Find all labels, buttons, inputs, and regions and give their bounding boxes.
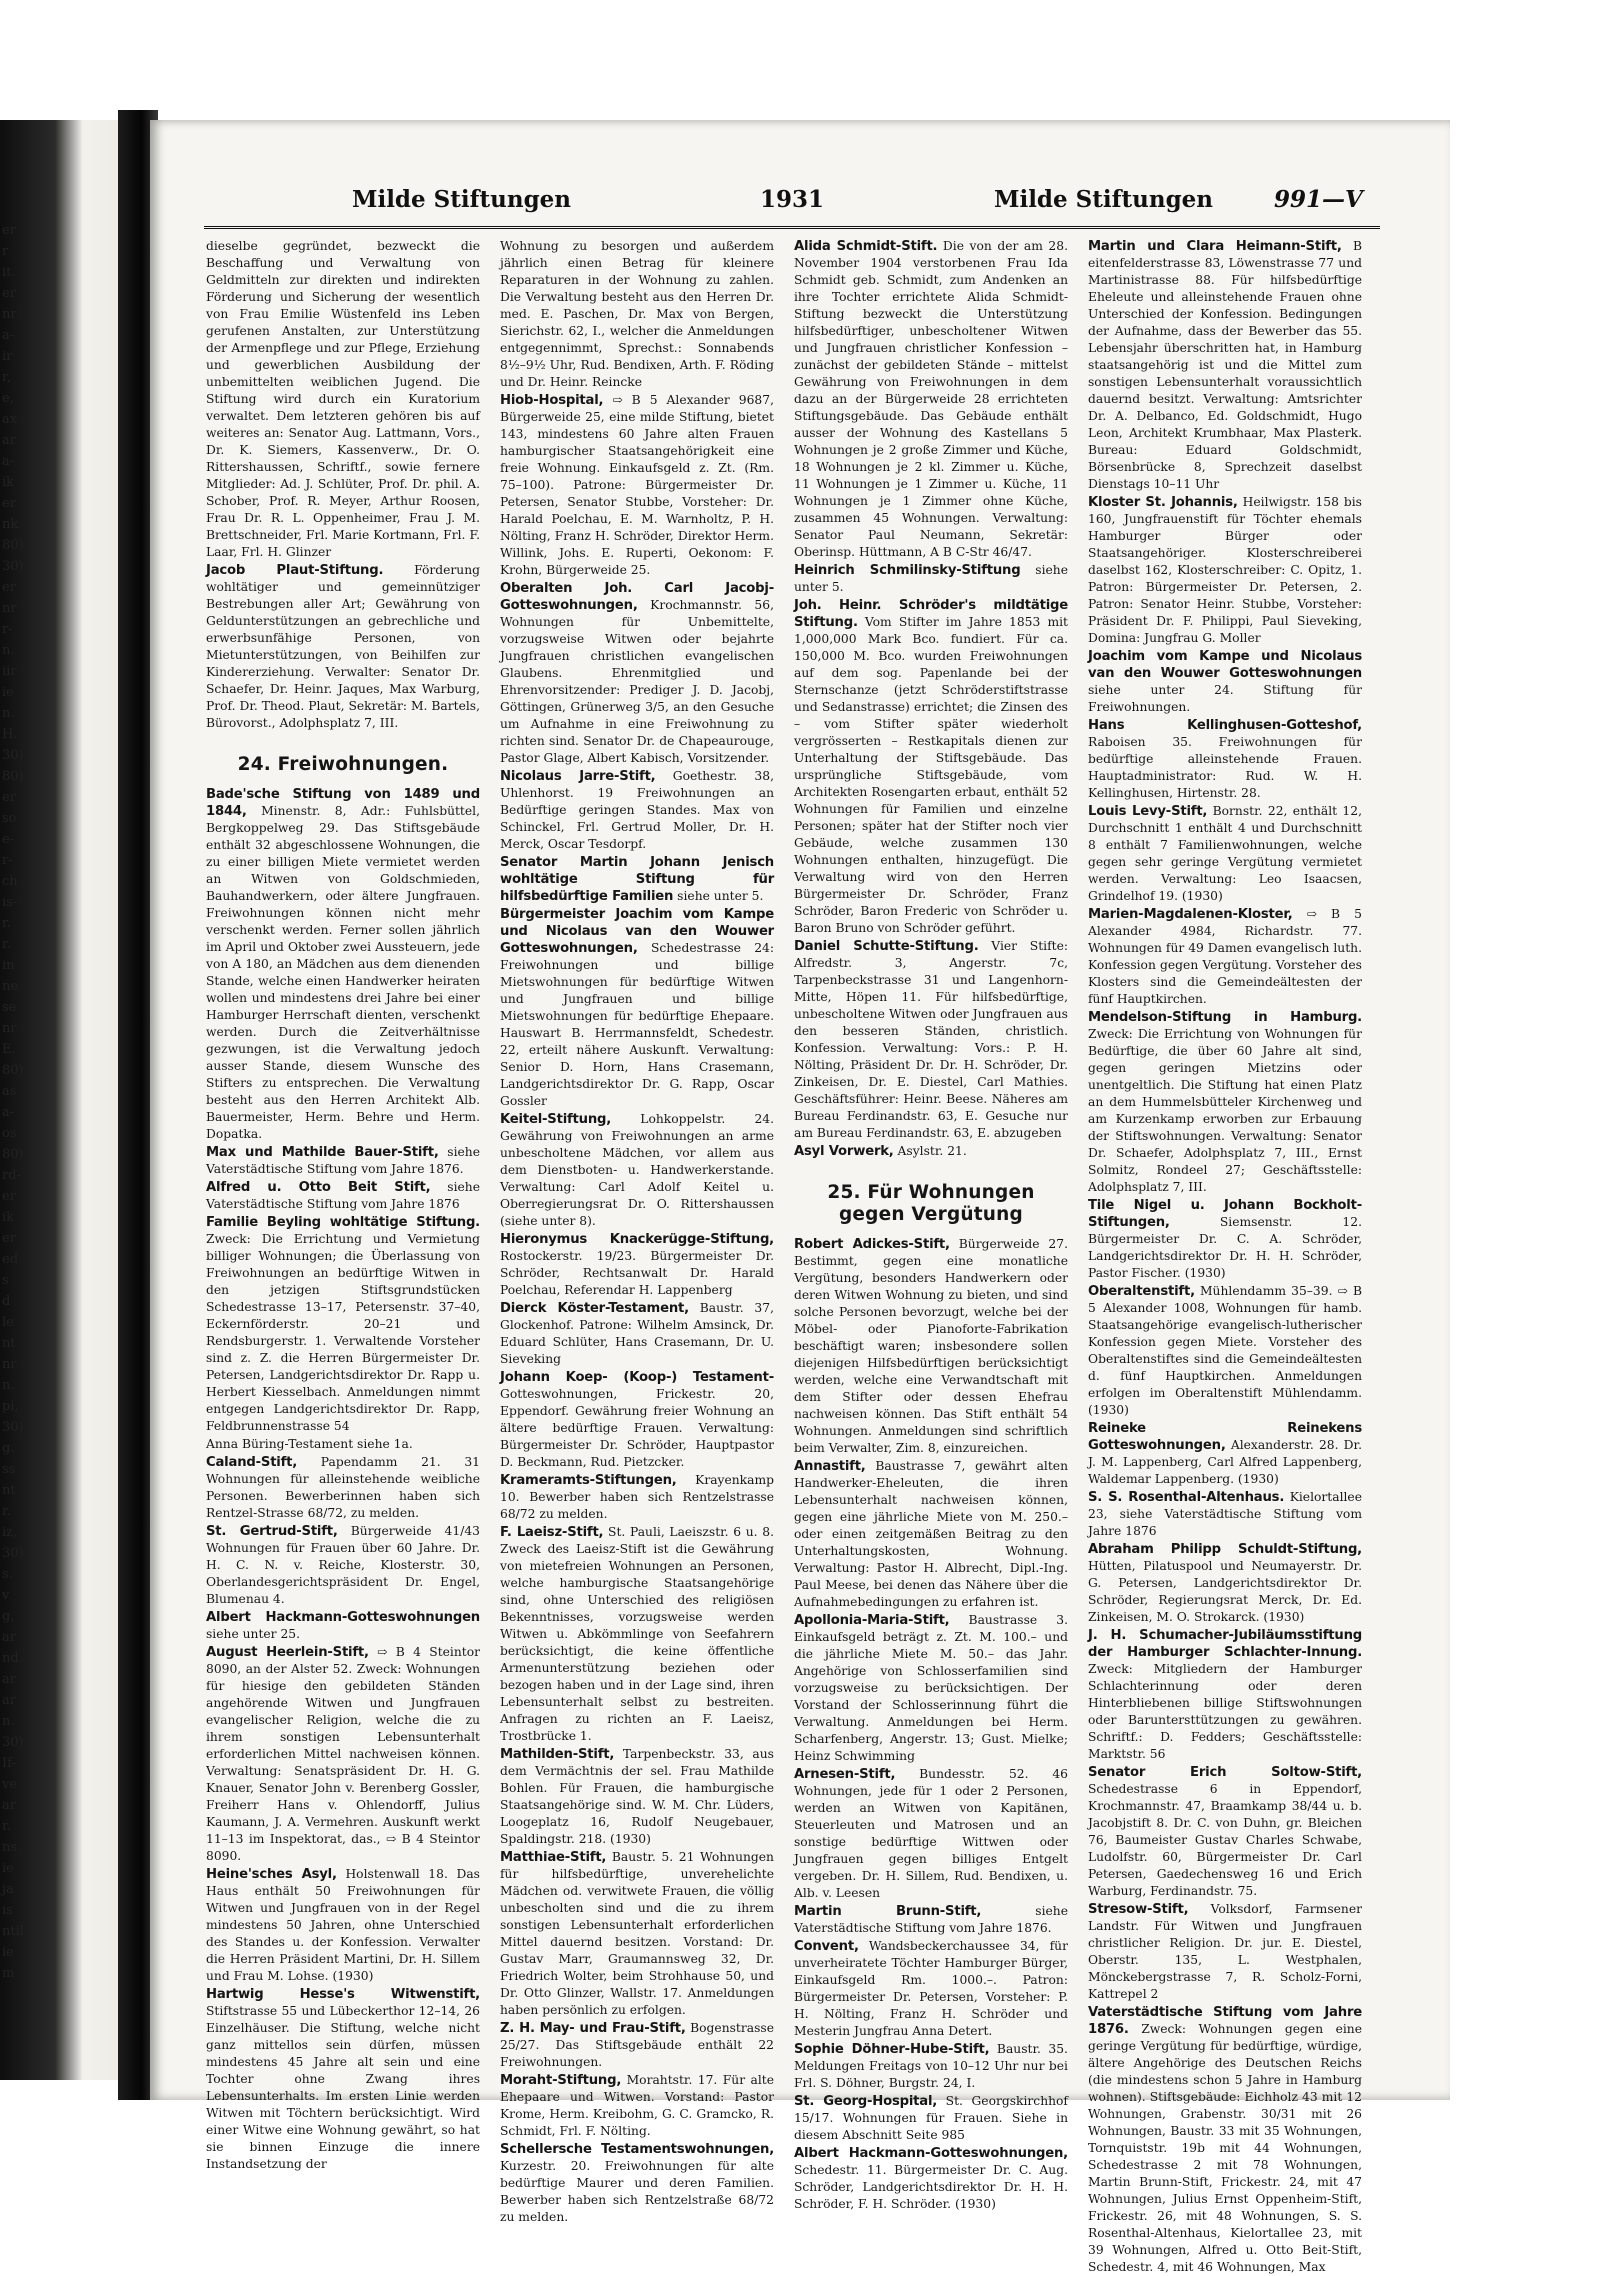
margin-fragment: r,	[2, 370, 11, 385]
directory-entry	[794, 1903, 1068, 1937]
entry-name: Convent,	[794, 1939, 859, 1954]
entry-text: siehe unter 25.	[206, 1627, 301, 1641]
entry-text: Krayenkamp 10. Bewerber haben sich Rentzelstrasse 68/72 zu melden.	[500, 1473, 774, 1521]
entry-text: siehe unter 5.	[794, 563, 1068, 594]
margin-fragment: ie	[2, 1945, 14, 1960]
entry-name: Jacob Plaut-Stiftung.	[206, 563, 384, 578]
entry-name: Abraham Philipp Schuldt-Stiftung,	[1088, 1542, 1362, 1557]
margin-fragment: ar	[2, 1693, 16, 1708]
entry-name: Sophie Döhner-Hube-Stift,	[794, 2042, 990, 2057]
entry-name: J. H. Schumacher-Jubiläumsstiftung der Hamburger Schlachter-Innung.	[1088, 1628, 1362, 1660]
directory-entry	[1088, 1541, 1362, 1626]
entry-text: siehe unter 5.	[677, 889, 764, 903]
entry-text: Baustr. 35. Meldungen Freitags von 10–12 Uhr nur bei Frl. S. Döhner, Burgstr. 24, I.	[794, 2042, 1068, 2090]
margin-fragment: a-	[2, 328, 15, 343]
directory-entry	[500, 1746, 774, 1848]
entry-name: Mathilden-Stift,	[500, 1747, 615, 1762]
entry-text: Raboisen 35. Freiwohnungen für bedürftige alleinstehende Frauen. Hauptadministrator: Rud. W. H. Kellinghusen, Hirtenstr. 28.	[1088, 735, 1362, 800]
entry-name: Johann Koep- (Koop-) Testament-	[500, 1370, 774, 1385]
directory-entry	[794, 238, 1068, 561]
margin-fragment: er	[2, 496, 16, 511]
directory-entry	[794, 562, 1068, 596]
entry-name: Martin und Clara Heimann-Stift,	[1088, 239, 1342, 254]
margin-fragment: 80)	[2, 538, 24, 553]
margin-fragment: r.	[2, 916, 11, 931]
directory-entry	[206, 1866, 480, 1985]
margin-fragment: nr	[2, 1357, 17, 1372]
entry-text: ⇨ B 5 Alexander 4984, Richardstr. 77. Wohnungen für 49 Damen evangelisch luth. Konfession gegen Vergütung. Vorsteher des Klosters sind die Gemeindeältesten der fünf Hauptkirchen.	[1088, 907, 1362, 1006]
directory-entry	[206, 1214, 480, 1435]
entry-text: Krochmannstr. 56, Wohnungen für Unbemittelte, vorzugsweise Witwen oder bejahrte Jungfrauen christlichen evangelischen Glaubens. Ehrenmitglied und Ehrenvorsitzender: Prediger J. D. Jacobj, Göttingen, Grünerweg 3/5, an den Gesuche um Aufnahme in eine Freiwohnung zu richten sind. Senator Dr. de Chapeaurouge, Pastor Glage, Albert Kabisch, Vorsitzender.	[500, 598, 774, 765]
entry-text: Minenstr. 8, Adr.: Fuhlsbüttel, Bergkoppelweg 29. Das Stiftsgebäude enthält 32 abgeschlossene Wohnungen, die zu einer billigen Miete vermietet werden an Witwen von Goldschmieden, Bauhandwerkern, oder ältere Jungfrauen. Freiwohnungen können nicht mehr verschenkt werden. Ferner sollen jährlich im April und Oktober zwei Aussteuern, jede von A 180, an Mädchen aus dem dienenden Stande, welche einen Handwerker heiraten wollen und mindestens drei Jahre bei einer Hamburger Herrschaft dienten, verschenkt werden. Durch die Zeitverhältnisse gezwungen, ist die Verwaltung jedoch ausser Stande, diesem Wunsche des Stifters zu entsprechen. Die Verwaltung besteht aus den Herren Architekt Alb. Bauermeister, Herm. Behre und Herm. Dopatka.	[206, 804, 480, 1141]
directory-entry	[500, 1524, 774, 1745]
text-columns	[206, 238, 1382, 2274]
entry-name: Senator Martin Johann Jenisch wohltätige Stiftung für hilfsbedürftige Familien	[500, 855, 774, 904]
entry-name: Kloster St. Johannis,	[1088, 495, 1238, 510]
margin-fragment: n.	[2, 643, 15, 658]
entry-text: Vom Stifter im Jahre 1853 mit 1,000,000 Mark Bco. fundiert. Für ca. 150,000 M. Bco. wurden Freiwohnungen auf dem sog. Papenlande bei der Sternschanze (jetzt Schröderstiftstrasse und Sedanstrasse) errichtet; die Zinsen des – vom Stifter später wiederholt vergrösserten – Restkapitals dienen zur Unterhaltung der Stiftsgebäude. Das ursprüngliche Stiftsgebäude, vom Architekten Rosengarten erbaut, enthält 52 Wohnungen für Familien und einzelne Personen; später hat der Stifter noch vier Gebäude, welche zusammen 130 Wohnungen enthalten, hinzugefügt. Die Verwaltung wird von den Herren Bürgermeister Dr. Schröder, Franz Schröder, Baron Frederic von Schröder u. Baron Bruno von Schröder geführt.	[794, 615, 1068, 935]
entry-name: Nicolaus Jarre-Stift,	[500, 769, 656, 784]
section-heading: 24. Freiwohnungen.	[237, 754, 449, 775]
margin-fragment: er	[2, 580, 16, 595]
margin-fragment: ik	[2, 475, 15, 490]
entry-name: Hieronymus Knackerügge-Stiftung,	[500, 1232, 774, 1247]
entry-text: ⇨ B 5 Alexander 9687, Bürgerweide 25, eine milde Stiftung, bietet 143, mindestens 60 Jahre alten Frauen hamburgischer Staatsangehörigkeit eine freie Wohnung. Einkaufsgeld z. Zt. (Rm. 75–100). Patrone: Bürgermeister Dr. Petersen, Senator Stubbe, Vorsteher: Dr. Harald Poelchau, E. M. Warnholtz, P. H. Nölting, Franz H. Schröder, Direktor Herm. Willink, Johs. E. Ruperti, Oekonom: F. Krohn, Bürgerweide 25.	[500, 393, 774, 577]
margin-fragment: pi,	[2, 1399, 19, 1414]
entry-text: Baustrasse 7, gewährt alten Handwerker-Eheleuten, die ihren Lebensunterhalt nachweisen können, gegen eine jährliche Miete von M. 250.– oder einen zeitgemäßen Beitrag zu den Unterhaltungskosten, Wohnung. Verwaltung: Pastor H. Albrecht, Dipl.-Ing. Paul Meese, bei denen das Nähere über die Aufnahmebedingungen zu erfahren ist.	[794, 1459, 1068, 1609]
entry-text: Baustrasse 3. Einkaufsgeld beträgt z. Zt. M. 100.– und die jährliche Miete M. 50.– das Jahr. Angehörige von Schlosserfamilien sind vorzugsweise zu berücksichtigen. Der Vorstand der Schlosserinnung führt die Verwaltung. Anmeldungen bei Herm. Scharfenberg, Angerstr. 13; Gust. Mielke; Heinz Schwimming	[794, 1613, 1068, 1763]
margin-fragment: ns	[2, 1840, 18, 1855]
entry-text: Die von der am 28. November 1904 verstorbenen Frau Ida Schmidt geb. Schmidt, zum Andenken an ihre Tochter errichtete Alida Schmidt-Stiftung bezweckt die Unterstützung hilfsbedürftiger, unbescholtener Witwen und Jungfrauen christlicher Konfession – zunächst der gebildeten Stände – mittelst Gewährung von Freiwohnungen in dem dazu an der Bürgerweide 28 errichteten Stiftungsgebäude. Das Gebäude enthält ausser der Wohnung des Kastellans 5 Wohnungen je 2 große Zimmer und Küche, 18 Wohnungen je 2 kl. Zimmer u. Küche, 11 Wohnungen je 1 Zimmer u. Küche, 11 Wohnungen je 1 Zimmer ohne Küche, zusammen 45 Wohnungen. Verwaltung: Senator Paul Neumann, Sekretär: Oberinsp. Hüttmann, A B C-Str 46/47.	[794, 239, 1068, 559]
margin-fragment: nk	[2, 517, 19, 532]
directory-entry	[794, 2041, 1068, 2092]
header-left-title: Milde Stiftungen	[352, 186, 572, 213]
margin-fragment: as	[2, 1084, 17, 1099]
directory-entry	[794, 1938, 1068, 2040]
directory-entry	[500, 2141, 774, 2226]
entry-text: Kurzestr. 20. Freiwohnungen für alte bedürftige Maurer und deren Familien. Bewerber haben sich Rentzelstraße 68/72 zu melden.	[500, 2159, 774, 2224]
entry-text: Siemsenstr. 12. Bürgermeister Dr. C. A. Schröder, Landgerichtsdirektor Dr. H. H. Schröder, Pastor Fischer. (1930)	[1088, 1215, 1362, 1280]
entry-name: Hans Kellinghusen-Gotteshof,	[1088, 718, 1362, 733]
directory-entry	[1088, 1764, 1362, 1900]
directory-entry	[1088, 906, 1362, 1008]
entry-text: Bundesstr. 52. 46 Wohnungen, jede für 1 oder 2 Personen, werden an Witwen von Kapitänen, Steuerleuten und Matrosen und an sonstige bedürftige Wittwen oder Jungfrauen gegen billiges Entgelt vergeben. Dr. H. Sillem, Rud. Bendixen, u. Alb. v. Leesen	[794, 1767, 1068, 1900]
entry-text: Stiftstrasse 55 und Lübeckerthor 12–14, 26 Einzelhäuser. Die Stiftung, welche nicht ganz mittellos sein dürfen, müssen mindestens 45 Jahre alt sein und eine Tochter ohne Zwang ihres Lebensunterhalts. Im ersten Linie werden Witwen mit Töchtern berücksichtigt. Wird einer Witwe eine Wohnung gewährt, so hat sie binnen Einzuge die innere Instandsetzung der	[206, 2004, 480, 2171]
entry-name: Oberalten Joh. Carl Jacobj-Gotteswohnungen,	[500, 581, 774, 613]
margin-fragment: n.	[2, 1714, 15, 1729]
entry-name: Schellersche Testamentswohnungen,	[500, 2142, 774, 2157]
entry-text: St. Pauli, Laeiszstr. 6 u. 8. Zweck des Laeisz-Stift ist die Gewährung von mietefreien Wohnungen an Personen, welche hamburgische Staatsangehörige sind, ohne Unterschied des religiösen Bekenntnisses, vorzugsweise werden Witwen u. Abkömmlinge von Seefahrern berücksichtigt, die keine öffentliche Armenunterstützung beziehen oder bezogen haben und in der Lage sind, ihren Lebensunterhalt selbst zu bestreiten. Anfragen zu richten an F. Laeisz, Trostbrücke 1.	[500, 1525, 774, 1743]
page-number: 991—V	[1274, 186, 1363, 213]
entry-text: Rostockerstr. 19/23. Bürgermeister Dr. Schröder, Rechtsanwalt Dr. Harald Poelchau, Referendar H. Lappenberg	[500, 1249, 774, 1297]
margin-fragment: nt	[2, 1336, 16, 1351]
margin-fragment: nd	[2, 1651, 19, 1666]
margin-fragment: le	[2, 1315, 14, 1330]
column-4	[1088, 238, 1362, 2274]
entry-text: siehe Vaterstädtische Stiftung vom Jahre 1876.	[794, 1904, 1068, 1935]
entry-name: Hartwig Hesse's Witwenstift,	[206, 1987, 480, 2002]
directory-entry	[1088, 1627, 1362, 1763]
margin-fragment: ch	[2, 874, 18, 889]
margin-fragment: ax	[2, 412, 18, 427]
margin-fragment: a-	[2, 454, 15, 469]
directory-entry	[500, 906, 774, 1110]
directory-entry	[1088, 2004, 1362, 2276]
directory-entry	[206, 1609, 480, 1643]
margin-fragment: g,	[2, 1609, 15, 1624]
entry-text: Lohkoppelstr. 24. Gewährung von Freiwohnungen an arme unbescholtene Mädchen, vor allem aus dem Dienstboten- u. Handwerkerstande. Verwaltung: Carl Adolf Keitel u. Oberregierungsrat Dr. O. Rittershaussen (siehe unter 8).	[500, 1112, 774, 1228]
directory-entry	[1088, 1489, 1362, 1540]
entry-text: Anna Büring-Testament siehe 1a.	[206, 1437, 413, 1451]
entry-name: Reineke Reinekens Gotteswohnungen,	[1088, 1421, 1362, 1453]
entry-text: Mühlendamm 35–39. ⇨ B 5 Alexander 1008, Wohnungen für hamb. Staatsangehörige evangelisch-lutherischer Konfession gegen Miete. Vorsteher des Oberaltenstiftes sind die Gemeindeältesten d. fünf Hauptkirchen. Anmeldungen erfolgen im Oberaltenstift Mühlendamm. (1930)	[1088, 1284, 1362, 1417]
entry-name: Alfred u. Otto Beit Stift,	[206, 1180, 431, 1195]
entry-text: Hütten, Pilatuspool und Neumayerstr. Dr. G. Petersen, Landgerichtsdirektor Dr. Schröder, Regierungsrat Merck, Dr. Ed. Zinkeisen, M. O. Strokarck. (1930)	[1088, 1559, 1362, 1624]
directory-entry	[1088, 803, 1362, 905]
directory-entry	[794, 597, 1068, 937]
margin-fragment: ie	[2, 1861, 14, 1876]
margin-fragment: ne	[2, 979, 19, 994]
directory-entry	[206, 1644, 480, 1865]
entry-name: Bade'sche Stiftung von 1489 und 1844,	[206, 787, 480, 819]
margin-fragment: v	[2, 1588, 10, 1603]
entry-name: Krameramts-Stiftungen,	[500, 1473, 677, 1488]
directory-entry	[500, 1472, 774, 1523]
entry-name: Z. H. May- und Frau-Stift,	[500, 2021, 686, 2036]
margin-fragment: 30)	[2, 1735, 24, 1750]
directory-entry	[206, 1179, 480, 1213]
entry-name: Robert Adickes-Stift,	[794, 1237, 950, 1252]
entry-text: Tarpenbeckstr. 33, aus dem Vermächtnis der sel. Frau Mathilde Bohlen. Für Frauen, die hamburgische Staatsangehörige sind. W. M. Chr. Lüders, Loogeplatz 16, Rudolf Neugebauer, Spaldingstr. 218. (1930)	[500, 1747, 774, 1846]
section-heading: 25. Für Wohnungen gegen Vergütung	[827, 1182, 1035, 1225]
entry-name: Joh. Heinr. Schröder's mildtätige Stiftung.	[794, 598, 1068, 630]
directory-entry	[206, 1986, 480, 2173]
directory-entry	[500, 768, 774, 853]
entry-text: Baustr. 5. 21 Wohnungen für hilfsbedürftige, unverehelichte Mädchen od. verwitwete Frauen, die völlig unbescholten sind und die zu ihrem sonstigen Lebensunterhalt erforderlichen Mittel dauernd besitzen. Vorstand: Dr. Gustav Marr, Graumannsweg 32, Dr. Friedrich Wolter, beim Strohhause 50, und Dr. Otto Glinzer, Wallstr. 17. Anmeldungen haben persönlich zu erfolgen.	[500, 1850, 774, 2017]
entry-name: August Heerlein-Stift,	[206, 1645, 369, 1660]
margin-fragment: 30)	[2, 1420, 24, 1435]
directory-entry	[794, 1766, 1068, 1902]
directory-entry	[206, 238, 480, 561]
entry-name: Caland-Stift,	[206, 1455, 298, 1470]
directory-entry	[1088, 238, 1362, 493]
margin-fragment: er	[2, 223, 16, 238]
entry-text: St. Georgskirchhof 15/17. Wohnungen für Frauen. Siehe in diesem Abschnitt Seite 985	[794, 2094, 1068, 2142]
column-1	[206, 238, 480, 2171]
entry-name: Dierck Köster-Testament,	[500, 1301, 689, 1316]
entry-text: Kielortallee 23, siehe Vaterstädtische Stiftung vom Jahre 1876	[1088, 1490, 1362, 1538]
margin-fragment: n.	[2, 1378, 15, 1393]
entry-text: Bürgerweide 27. Bestimmt, gegen eine monatliche Vergütung, besonders Handwerkern oder deren Witwen Wohnung zu bieten, und sind solche Personen bevorzugt, welche bei der Möbel- oder Pianoforte-Fabrikation beschäftigt waren; insbesondere sollen diejenigen Hilfsbedürftigen berücksichtigt werden, welche eine Verwandtschaft mit dem Stifter oder dessen Ehefrau nachweisen können. Das Stift enthält 54 Wohnungen. Anmeldungen sind schriftlich beim Verwalter, Zim. 8, einzureichen.	[794, 1237, 1068, 1455]
directory-entry	[794, 1612, 1068, 1765]
entry-name: Keitel-Stiftung,	[500, 1112, 612, 1127]
entry-name: Mendelson-Stiftung in Hamburg.	[1088, 1010, 1362, 1025]
directory-entry	[794, 2093, 1068, 2144]
entry-text: Schedestrasse 6 in Eppendorf, Krochmannstr. 47, Braamkamp 38/44 u. b. Jacobjstift 8. Dr. C. von Duhn, gr. Bleichen 76, Baumeister Gustav Charles Schwabe, Ludolfstr. 60, Bürgermeister Dr. Carl Petersen, Gaedechensweg 16 und Erich Warburg, Ferdinandstr. 75.	[1088, 1782, 1362, 1898]
entry-name: Martin Brunn-Stift,	[794, 1904, 982, 1919]
entry-name: Annastift,	[794, 1459, 866, 1474]
entry-name: Matthiae-Stift,	[500, 1850, 607, 1865]
margin-fragment: nr	[2, 1021, 17, 1036]
margin-fragment: is-	[2, 895, 18, 910]
directory-entry	[1088, 1901, 1362, 2003]
directory-entry	[500, 1369, 774, 1471]
entry-text: dieselbe gegründet, bezweckt die Beschaffung und Verwaltung von Geldmitteln zur direkten und indirekten Förderung und Sicherung der wesentlich von Frau Emilie Wüstenfeld ins Leben gerufenen Anstalten, zur Unterstützung der Armenpflege und zur Pflege, Erziehung und gewerblichen Ausbildung der unbemittelten weiblichen Jugend. Die Stiftung wird durch ein Kuratorium verwaltet. Dem letzteren gehören bis auf weiteres an: Senator Aug. Lattmann, Vors., Dr. K. Siemers, Kassenverw., Dr. O. Rittershaussen, Schriftf., sowie fernere Mitglieder: Ad. J. Schlüter, Prof. Dr. phil. A. Schober, Prof. R. Meyer, Arthur Roosen, Frau Dr. R. L. Oppenheimer, Frau J. M. Brettschneider, Frl. Marie Kortmann, Frl. F. Laar, Frl. H. Glinzer	[206, 239, 480, 559]
directory-entry	[794, 1236, 1068, 1457]
entry-name: Asyl Vorwerk,	[794, 1144, 894, 1159]
entry-name: Marien-Magdalenen-Kloster,	[1088, 907, 1293, 922]
entry-text: Papendamm 21. 31 Wohnungen für alleinstehende weibliche Personen. Bewerberinnen haben sich Rentzel-Strasse 68/72, zu melden.	[206, 1455, 480, 1520]
margin-fragment: 80)	[2, 1063, 24, 1078]
directory-entry	[206, 1436, 480, 1453]
entry-text: Gotteswohnungen, Frickestr. 20, Eppendorf. Gewährung freier Wohnung an ältere bedürftige Frauen. Verwaltung: Bürgermeister Dr. Schröder, Hauptpastor D. Beckmann, Rud. Pietzcker.	[500, 1387, 774, 1469]
margin-fragment: r-	[2, 622, 13, 637]
entry-text: Förderung wohltätiger und gemeinnütziger Bestrebungen aller Art; Gewährung von Geldunterstützungen an gebrechliche und erwerbsunfähige Personen, von Mietunterstützungen, von Beihilfen zur Kindererziehung. Verwalter: Senator Dr. Schaefer, Dr. Heinr. Jaques, Max Warburg, Prof. Dr. Theod. Plaut, Sekretär: M. Bartels, Bürovorst., Adolphsplatz 7, III.	[206, 563, 480, 730]
directory-entry	[500, 580, 774, 767]
directory-entry	[206, 1454, 480, 1522]
directory-entry	[206, 786, 480, 1143]
entry-text: Asylstr. 21.	[897, 1144, 967, 1158]
entry-name: Heine'sches Asyl,	[206, 1867, 337, 1882]
margin-fragment: ntil	[2, 1924, 24, 1939]
margin-fragment: a-	[2, 1105, 15, 1120]
margin-fragment: 30)	[2, 559, 24, 574]
entry-name: Alida Schmidt-Stift.	[794, 239, 938, 254]
directory-entry	[500, 238, 774, 391]
directory-entry	[1088, 648, 1362, 716]
margin-fragment: ie	[2, 685, 14, 700]
margin-fragment: it.	[2, 265, 16, 280]
margin-fragment: H.	[2, 727, 18, 742]
margin-fragment: nr	[2, 601, 17, 616]
entry-text: siehe Vaterstädtische Stiftung vom Jahre 1876.	[206, 1145, 480, 1176]
margin-fragment: r-	[2, 853, 13, 868]
directory-entry	[500, 392, 774, 579]
margin-fragment: If-	[2, 1756, 16, 1771]
entry-name: Oberaltenstift,	[1088, 1284, 1195, 1299]
entry-text: Alexanderstr. 28. Dr. J. M. Lappenberg, Carl Alfred Lappenberg, Waldemar Lappenberg. (1930)	[1088, 1438, 1362, 1486]
entry-name: Arnesen-Stift,	[794, 1767, 896, 1782]
directory-entry	[500, 2020, 774, 2071]
margin-fragment: se	[2, 1000, 17, 1015]
entry-name: Albert Hackmann-Gotteswohnungen	[206, 1610, 480, 1625]
directory-entry	[1088, 717, 1362, 802]
directory-entry	[500, 1231, 774, 1299]
entry-name: Joachim vom Kampe und Nicolaus van den Wouwer Gotteswohnungen	[1088, 649, 1362, 681]
margin-fragment: nr	[2, 307, 17, 322]
header-right-title: Milde Stiftungen	[994, 186, 1214, 213]
directory-entry	[1088, 1283, 1362, 1419]
margin-fragment: nt	[2, 1483, 16, 1498]
entry-name: Moraht-Stiftung,	[500, 2073, 622, 2088]
entry-text: Goethestr. 38, Uhlenhorst. 19 Freiwohnungen an Bedürftige geringen Standes. Max von Schinckel, Frl. Gertrud Moller, Dr. H. Merck, Oscar Tesdorpf.	[500, 769, 774, 851]
margin-fragment: d	[2, 1294, 11, 1309]
entry-text: Zweck: Die Errichtung und Vermietung billiger Wohnungen; die Überlassung von Freiwohnungen an bedürftige Witwen in den jetzigen Stiftsgrundstücken Schedestrasse 13–17, Petersenstr. 37–40, Eckernförderstr. 20–21 und Rendsburgerstr. 1. Verwaltende Vorsteher sind z. Z. die Herren Bürgermeister Dr. Petersen, Landgerichtsdirektor Dr. Rapp u. Herbert Kiesselbach. Anmeldungen nimmt entgegen Landgerichtsdirektor Dr. Rapp, Feldbrunnenstrasse 54	[206, 1232, 480, 1433]
directory-entry	[1088, 1009, 1362, 1196]
entry-name: F. Laeisz-Stift,	[500, 1525, 604, 1540]
entry-name: Senator Erich Soltow-Stift,	[1088, 1765, 1362, 1780]
entry-text: Wandsbeckerchaussee 34, für unverheiratete Töchter Hamburger Bürger, Einkaufsgeld Rm. 1000.–. Patron: Bürgermeister Dr. Petersen, Vorsteher: P. H. Nölting, Franz H. Schröder und Mesterin Jungfrau Anna Detert.	[794, 1939, 1068, 2038]
margin-fragment: r	[2, 244, 9, 259]
entry-name: Heinrich Schmilinsky-Stiftung	[794, 563, 1021, 578]
entry-text: ⇨ B 4 Steintor 8090, an der Alster 52. Zweck: Wohnungen für hiesige den gebildeten Ständen angehörende Witwen und Jungfrauen evangelischer Religion, welche die zu ihrem sonstigen Lebensunterhalt erforderlichen Mittel nachweisen können. Verwaltung: Senatspräsident Dr. H. G. Knauer, Senator John v. Berenberg Gossler, Freiherr Hans v. Ohlendorff, Julius Kaumann, J. A. Vermehren. Auskunft werkt 11–13 im Inspektorat, das., ⇨ B 4 Steintor 8090.	[206, 1645, 480, 1863]
margin-fragment: ve	[2, 1777, 18, 1792]
entry-text: Holstenwall 18. Das Haus enthält 50 Freiwohnungen für Witwen und Jungfrauen von in der Regel mindestens 50 Jahren, ohne Unterschied des Standes u. der Konfession. Verwalter die Herren Präsident Martini, Dr. H. Sillem und Frau M. Lohse. (1930)	[206, 1867, 480, 1983]
margin-fragment: r.	[2, 1819, 11, 1834]
entry-name: Bürgermeister Joachim vom Kampe und Nicolaus van den Wouwer Gotteswohnungen,	[500, 907, 774, 956]
directory-entry	[500, 1300, 774, 1368]
entry-text: Volksdorf, Farmsener Landstr. Für Witwen und Jungfrauen christlicher Religion. Dr. jur. E. Diestel, Oberstr. 135, L. Westphalen, Mönckebergstrasse 7, R. Scholz-Forni, Kattrepel 2	[1088, 1902, 1362, 2001]
entry-name: Vaterstädtische Stiftung vom Jahre 1876.	[1088, 2005, 1362, 2037]
adjacent-page-margin-text	[2, 220, 36, 1984]
margin-fragment: m	[2, 1966, 15, 1981]
margin-fragment: n.	[2, 706, 15, 721]
header-year: 1931	[760, 186, 825, 213]
entry-name: Albert Hackmann-Gotteswohnungen,	[794, 2146, 1068, 2161]
margin-fragment: er	[2, 286, 16, 301]
entry-name: St. Gertrud-Stift,	[206, 1524, 338, 1539]
entry-name: S. S. Rosenthal-Altenhaus.	[1088, 1490, 1285, 1505]
entry-name: St. Georg-Hospital,	[794, 2094, 938, 2109]
entry-text: Heilwigstr. 158 bis 160, Jungfrauenstift für Töchter ehemals Hamburger Bürger oder Staatsangehöriger. Klosterschreiberei daselbst 162, Klosterschreiber: C. Opitz, 1. Patron: Bürgermeister Dr. Petersen, 2. Patron: Senator Heinr. Stubbe, Vorsteher: Präsident Dr. F. Philippi, Paul Sieveking, Domina: Jungfrau G. Moller	[1088, 495, 1362, 645]
margin-fragment: ar	[2, 433, 16, 448]
directory-entry	[794, 938, 1068, 1142]
margin-fragment: ir	[2, 349, 13, 364]
directory-entry	[500, 2072, 774, 2140]
margin-fragment: ar	[2, 1798, 16, 1813]
margin-fragment: er	[2, 1231, 16, 1246]
entry-text: Wohnung zu besorgen und außerdem jährlich einen Betrag für kleinere Reparaturen in der Wohnung zu zahlen. Die Verwaltung besteht aus den Herren Dr. med. E. Paschen, Dr. Max von Bergen, Sierichstr. 62, I., welcher die Anmeldungen entgegennimmt, Sprechst.: Sonnabends 8½–9½ Uhr, Rud. Bendixen, Arth. F. Röding und Dr. Heinr. Reincke	[500, 239, 774, 389]
entry-text: siehe Vaterstädtische Stiftung vom Jahre 1876	[206, 1180, 480, 1211]
margin-fragment: s.	[2, 1567, 13, 1582]
margin-fragment: r.	[2, 937, 11, 952]
margin-fragment: ar	[2, 1672, 16, 1687]
directory-entry	[500, 854, 774, 905]
margin-fragment: is	[2, 1903, 13, 1918]
entry-name: Louis Levy-Stift,	[1088, 804, 1208, 819]
margin-fragment: 30)	[2, 748, 24, 763]
margin-fragment: ar	[2, 1630, 16, 1645]
directory-entry	[206, 1144, 480, 1178]
entry-text: B eitenfelderstrasse 83, Löwenstrasse 77 und Martinistrasse 88. Für hilfsbedürftige Eheleute und alleinstehende Frauen ohne Unterschied der Konfession. Bedingungen der Aufnahme, dass der Bewerber das 55. Lebensjahr überschritten hat, in Hamburg staatsangehörig ist und die Mittel zum sonstigen Lebensunterhalt voraussichtlich dauernd besitzt. Verwaltung: Amtsrichter Dr. A. Delbanco, Ed. Goldschmidt, Hugo Leon, Architekt Krumbhaar, Max Plasterk. Bureau: Eduard Goldschmidt, Börsenbrücke 8, Sprechzeit daselbst Dienstags 10–11 Uhr	[1088, 239, 1362, 491]
margin-fragment: os	[2, 1126, 17, 1141]
entry-text: Schedestr. 11. Bürgermeister Dr. C. Aug. Schröder, Landgerichtsdirektor Dr. H. H. Schröder, F. H. Schröder. (1930)	[794, 2163, 1068, 2211]
margin-fragment: er	[2, 790, 16, 805]
margin-fragment: ja	[2, 1882, 14, 1897]
entry-text: siehe unter 24. Stiftung für Freiwohnungen.	[1088, 683, 1362, 714]
margin-fragment: iir	[2, 664, 17, 679]
margin-fragment: 80)	[2, 1147, 24, 1162]
margin-fragment: e-	[2, 832, 15, 847]
margin-fragment: er	[2, 1189, 16, 1204]
margin-fragment: ed	[2, 1252, 19, 1267]
margin-fragment: r.	[2, 1504, 11, 1519]
entry-text: Zweck: Wohnungen gegen eine geringe Vergütung für bedürftige, würdige, ältere Angehörige des Deutschen Reichs (die mindestens schon 5 Jahre in Hamburg wohnen). Stiftsgebäude: Eichholz 43 mit 12 Wohnungen, Grabenstr. 30/31 mit 26 Wohnungen, Baustr. 33 mit 35 Wohnungen, Tornquiststr. 19b mit 44 Wohnungen, Schedestrasse 2 mit 78 Wohnungen, Martin Brunn-Stift, Frickestr. 24, mit 47 Wohnungen, Julius Ernst Oppenheim-Stift, Frickestr. 26, mit 48 Wohnungen, S. S. Rosenthal-Altenhaus, Kielortallee 23, mit 39 Wohnungen, Alfred u. Otto Beit-Stift, Schedestr. 4, mit 46 Wohnungen, Max	[1088, 2022, 1362, 2274]
margin-fragment: E.	[2, 1042, 16, 1057]
entry-name: Familie Beyling wohltätige Stiftung.	[206, 1215, 480, 1230]
margin-fragment: so	[2, 811, 17, 826]
margin-fragment: ik	[2, 1210, 15, 1225]
running-header	[204, 186, 1380, 229]
directory-entry	[1088, 1420, 1362, 1488]
directory-entry	[794, 1143, 1068, 1160]
margin-fragment: iz,	[2, 1525, 18, 1540]
directory-entry	[500, 1111, 774, 1230]
margin-fragment: in	[2, 958, 15, 973]
entry-text: Morahtstr. 17. Für alte Ehepaare und Witwen. Vorstand: Pastor Krome, Herm. Kreibohm, G. C. Gramcko, R. Schmidt, Frl. F. Nölting.	[500, 2073, 774, 2138]
margin-fragment: ss	[2, 1462, 16, 1477]
entry-text: Baustr. 37, Glockenhof. Patrone: Wilhelm Amsinck, Dr. Eduard Schlüter, Hans Crasemann, Dr. U. Sieveking	[500, 1301, 774, 1366]
directory-entry	[206, 562, 480, 732]
entry-text: Bürgerweide 41/43 Wohnungen für Frauen über 60 Jahre. Dr. H. C. N. v. Reiche, Klosterstr. 30, Oberlandesgerichtspräsident Dr. Engel, Blumenau 4.	[206, 1524, 480, 1606]
margin-fragment: e,	[2, 391, 14, 406]
entry-text: Vier Stifte: Alfredstr. 3, Angerstr. 7c, Tarpenbeckstrasse 31 und Langenhorn-Mitte, Höpen 11. Für hilfsbedürftige, unbescholtene Witwen oder Jungfrauen aus den besseren Ständen, christlich. Konfession. Verwaltung: Vors.: P. H. Nölting, Präsident Dr. Dr. H. Schröder, Dr. Zinkeisen, Dr. E. Diestel, Carl Mathies. Geschäftsführer: Heinr. Beese. Näheres am Bureau Ferdinandstr. 63, E. Gesuche nur am Bureau Ferdinandstr. 63, E. abzugeben	[794, 939, 1068, 1140]
directory-entry	[206, 1523, 480, 1608]
margin-fragment: rd-	[2, 1168, 21, 1183]
margin-fragment: s	[2, 1273, 9, 1288]
entry-text: Zweck: Die Errichtung von Wohnungen für Bedürftige, die über 60 Jahre alt sind, gegen geringen Mietzins oder unentgeltlich. Die Stiftung hat einen Platz an dem Hummelsbütteler Kirchenweg und am Kurzenkamp erworben zur Erbauung der Stiftswohnungen. Verwaltung: Senator Dr. Schaefer, Adolphsplatz 7, III., Ernst Solmitz, Rondeel 27; Geschäftsstelle: Adolphsplatz 7, III.	[1088, 1027, 1362, 1194]
margin-fragment: 80)	[2, 769, 24, 784]
entry-name: Max und Mathilde Bauer-Stift,	[206, 1145, 439, 1160]
directory-entry	[794, 2145, 1068, 2213]
column-3	[794, 238, 1068, 2211]
directory-entry	[1088, 1197, 1362, 1282]
entry-name: Tile Nigel u. Johann Bockholt-Stiftungen,	[1088, 1198, 1362, 1230]
margin-fragment: g.	[2, 1441, 15, 1456]
entry-text: Bornstr. 22, enthält 12, Durchschnitt 1 enthält 4 und Durchschnitt 8 enthält 7 Familienwohnungen, welche gegen sehr geringe Vergütung vermietet werden. Verwaltung: Leo Isaacsen, Grindelhof 19. (1930)	[1088, 804, 1362, 903]
entry-name: Stresow-Stift,	[1088, 1902, 1189, 1917]
entry-name: Apollonia-Maria-Stift,	[794, 1613, 950, 1628]
directory-entry	[794, 1458, 1068, 1611]
entry-text: Schedestrasse 24: Freiwohnungen und billige Mietswohnungen für bedürftige Witwen und Jungfrauen und billige Mietswohnungen für bedürftige Ehepaare. Hauswart B. Herrmannsfeldt, Schedestr. 22, erteilt nähere Auskunft. Verwaltung: Senior D. Horn, Hans Crasemann, Landgerichtsdirektor Dr. G. Rapp, Oscar Gossler	[500, 941, 774, 1108]
entry-name: Hiob-Hospital,	[500, 393, 604, 408]
directory-entry	[1088, 494, 1362, 647]
column-2	[500, 238, 774, 2224]
entry-name: Daniel Schutte-Stiftung.	[794, 939, 979, 954]
directory-entry	[500, 1849, 774, 2019]
entry-text: Bogenstrasse 25/27. Das Stiftsgebäude enthält 22 Freiwohnungen.	[500, 2021, 774, 2069]
entry-text: Zweck: Mitgliedern der Hamburger Schlachterinnung oder deren Hinterbliebenen billige Stiftswohnungen oder Baruntersttützungen zu gewähren. Schriftf.: D. Fedders; Geschäftsstelle: Marktstr. 56	[1088, 1662, 1362, 1761]
margin-fragment: 30)	[2, 1546, 24, 1561]
